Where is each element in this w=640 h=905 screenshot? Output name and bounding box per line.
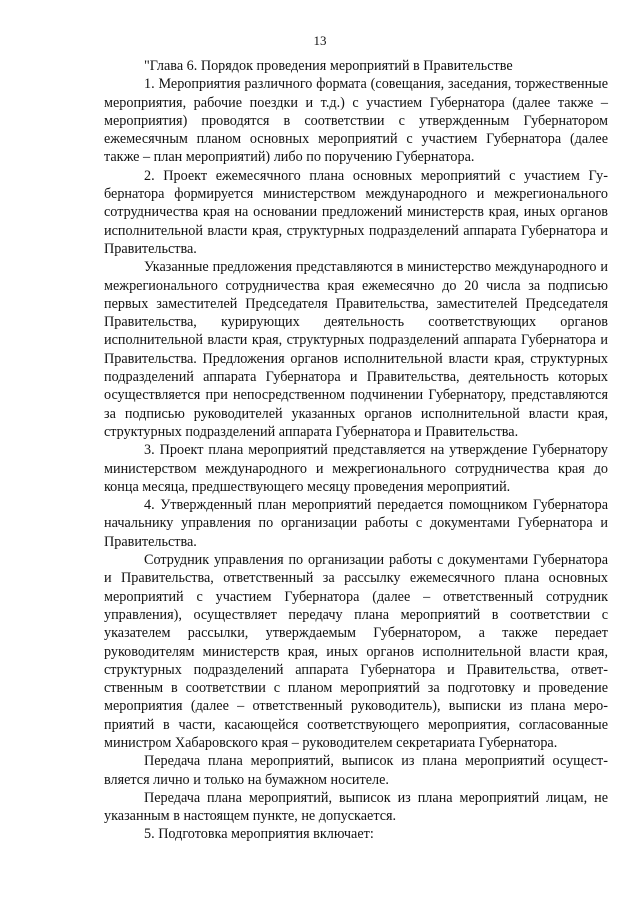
paragraph: 3. Проект плана мероприятий представляется на утверждение Губернатору министерством международного и межрегионального сотрудничества края до конца месяца, предшествующего месяцу проведения мероприятий. [104, 442, 608, 495]
paragraph: Передача плана мероприятий, выписок из плана мероприятий осуществляется лично и только на бумажном носителе. [104, 753, 608, 788]
paragraph: Сотрудник управления по организации работы с документами Губернатора и Правительства, ответственный за рассылку ежемесячного плана основных мероприятий с участием Губернатора (далее – ответственный сотрудник управления), осуществляет передачу плана мероприятий в соответствии с указателем рассылки, утверждаемым Губернатором, а также передает руководителям министерств края, иных органов исполнительной власти края, структурных подразделений аппарата Губернатора и Правительства, ответственным в соответствии с планом мероприятий за подготовку и проведение мероприятия (далее – ответственный руководитель), выписки из плана мероприятий в части, касающейся соответствующего мероприятия, согласованные министром Хабаровского края – руководителем секретариата Губернатора. [104, 552, 608, 751]
paragraph: 5. Подготовка мероприятия включает: [144, 826, 374, 843]
paragraph: 4. Утвержденный план мероприятий передается помощником Губернатора начальнику управления по организации работы с документами Губернатора и Правительства. [104, 497, 608, 550]
paragraph: Передача плана мероприятий, выписок из плана мероприятий лицам, не указанным в настоящем пункте, не допускается. [104, 789, 608, 825]
paragraph: Указанные предложения представляются в министерство международного и межрегионального сотрудничества края ежемесячно до 20 числа за подписью первых заместителей Председателя Правительства, заместителей Председателя Правительства, курирующих деятельность соответствующих органов исполнительной власти края, структурных подразделений аппарата Губернатора и Правительства. Предложения органов исполнительной власти края, структурных подразделений аппарата Губернатора и Правительства, деятельность которых осуществляется при непосредственном подчинении Губернатору, представляются за подписью руководителей указанных органов исполнительной власти края, структурных подразделений аппарата Губернатора и Правительства. [104, 259, 608, 440]
paragraph: 1. Мероприятия различного формата (совещания, заседания, торжественные мероприятия, рабочие поездки и т.д.) с участием Губернатора (далее также – мероприятия) проводятся в соответствии с утвержденным Губернатором ежемесячным планом основных мероприятий с участием Губернатора (далее также – план мероприятий) либо по поручению Губернатора. [104, 76, 608, 166]
page-number: 13 [313, 33, 327, 48]
chapter-heading: "Глава 6. Порядок проведения мероприятий в Правительстве [144, 58, 513, 74]
document-body [104, 57, 608, 844]
paragraph: 2. Проект ежемесячного плана основных мероприятий с участием Губернатора формируется министерством международного и межрегионального сотрудничества края на основании предложений министерств края, иных органов исполнительной власти края, структурных подразделений аппарата Губернатора и Правительства. [104, 167, 608, 257]
